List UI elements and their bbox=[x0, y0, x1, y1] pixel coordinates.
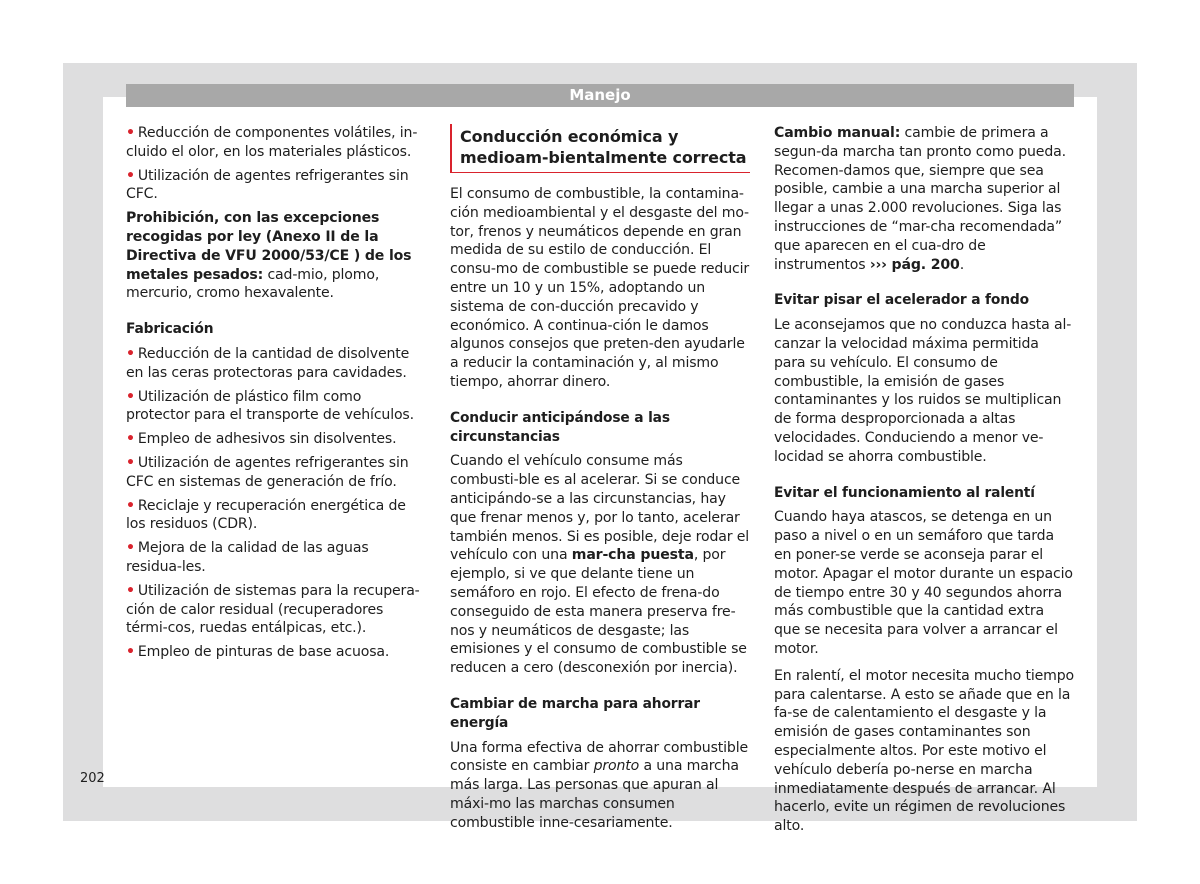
bullet-text: Utilización de plástico film como protector para el transporte de vehículos. bbox=[126, 388, 414, 424]
manual-text: cambie de primera a segun-da marcha tan pronto como pueda. Recomen-damos que, siempre que sea posible, cambie a una marcha superior al llegar a unas 2.000 revoluciones. Siga las instrucciones de “mar-cha recomendada” que aparecen en el cua-dro de instrumentos bbox=[774, 125, 1066, 273]
bullet-text: Empleo de adhesivos sin disolventes. bbox=[137, 431, 397, 448]
section-title: Conducción económica y medioam-bientalmente correcta bbox=[450, 124, 750, 173]
gear-heading: Cambiar de marcha para ahorrar energía bbox=[450, 695, 700, 731]
idle-heading: Evitar el funcionamiento al ralentí bbox=[774, 484, 1035, 501]
bullet-text: Utilización de agentes refrigerantes sin CFC. bbox=[126, 167, 409, 203]
bullet-dot-icon: • bbox=[126, 644, 135, 661]
manual-end: . bbox=[959, 256, 965, 273]
accel-paragraph: Le aconsejamos que no conduzca hasta al-canzar la velocidad máxima permitida para su vehículo. El consumo de combustible, la emisión de gases contaminantes y los ruidos se multiplican de forma desproporcionada a altas velocidades. Conduciendo a menor ve-locidad se ahorra combustible. bbox=[774, 317, 1072, 465]
column-left bbox=[126, 124, 426, 667]
anticipate-text-2: , por ejemplo, si ve que delante tiene un semáforo en rojo. El efecto de frena-do conseguido de esta manera preserva fre-nos y neumáticos de desgaste; las emisiones y el consumo de combustible se reducen a cero (desconexión por inercia). bbox=[450, 547, 747, 677]
bullet-dot-icon: • bbox=[126, 540, 135, 557]
prohibition-rest: cad-mio, plomo, mercurio, cromo hexavalente. bbox=[126, 266, 380, 302]
bullet-text: Reducción de la cantidad de disolvente en las ceras protectoras para cavidades. bbox=[126, 345, 410, 381]
bullet-text: Reducción de componentes volátiles, in-cluido el olor, en los materiales plásticos. bbox=[126, 125, 418, 160]
bullet-list-fabricacion bbox=[126, 345, 426, 662]
bullet-text: Utilización de agentes refrigerantes sin CFC en sistemas de generación de frío. bbox=[126, 454, 409, 490]
bullet-item bbox=[126, 454, 426, 492]
gear-text-2: a una marcha más larga. Las personas que apuran al máxi-mo las marchas consumen combustible inne-cesariamente. bbox=[450, 758, 739, 831]
bullet-item bbox=[126, 345, 426, 383]
bullet-text: Mejora de la calidad de las aguas residua-les. bbox=[126, 540, 369, 575]
anticipate-paragraph bbox=[450, 452, 750, 678]
gear-italic: pronto bbox=[593, 758, 640, 775]
column-middle bbox=[450, 124, 750, 838]
page-number: 202 bbox=[80, 771, 105, 786]
bullet-dot-icon: • bbox=[126, 125, 135, 141]
anticipate-heading: Conducir anticipándose a las circunstancias bbox=[450, 409, 670, 445]
bullet-dot-icon: • bbox=[126, 388, 135, 405]
bullet-item bbox=[126, 643, 426, 662]
manual-bold: Cambio manual: bbox=[774, 125, 901, 141]
anticipate-text-1: Cuando el vehículo consume más combusti-ble es al acelerar. Si se conduce anticipándo-se a las circunstancias, hay que frenar menos y, por lo tanto, acelerar también menos. Si es posible, deje rodar el vehículo con una bbox=[450, 453, 750, 564]
prohibition-bold: Prohibición, con las excepciones recogidas por ley (Anexo II de la Directiva de VFU 2000/53/CE ) de los metales pesados: bbox=[126, 210, 412, 283]
bullet-text: Empleo de pinturas de base acuosa. bbox=[137, 644, 390, 661]
bullet-item bbox=[126, 497, 426, 535]
page-reference-link[interactable]: ››› pág. 200 bbox=[869, 256, 960, 273]
bullet-item bbox=[126, 124, 426, 162]
manual-paragraph bbox=[774, 124, 1074, 274]
bullet-dot-icon: • bbox=[126, 345, 135, 362]
bullet-dot-icon: • bbox=[126, 454, 135, 471]
gear-text-1: Una forma efectiva de ahorrar combustible consiste en cambiar bbox=[450, 739, 748, 775]
idle-paragraph-1: Cuando haya atascos, se detenga en un paso a nivel o en un semáforo que tarda en poner-se verde se aconseja parar el motor. Apagar el motor durante un espacio de tiempo entre 30 y 40 segundos ahorra más combustible que la cantidad extra que se necesita para volver a arrancar el motor. bbox=[774, 509, 1073, 657]
anticipate-bold: mar-cha puesta bbox=[571, 547, 694, 564]
bullet-dot-icon: • bbox=[126, 167, 135, 184]
prohibition-paragraph bbox=[126, 209, 426, 303]
intro-paragraph: El consumo de combustible, la contamina-ción medioambiental y el desgaste del mo-tor, frenos y neumáticos depende en gran medida de su estilo de conducción. El consu-mo de combustible se puede reducir entre un 10 y un 15%, adoptando un sistema de con-ducción precavido y económico. A continua-ción le damos algunos consejos que preten-den ayudarle a reducir la contaminación y, al mismo tiempo, ahorrar dinero. bbox=[450, 186, 750, 390]
accel-heading: Evitar pisar el acelerador a fondo bbox=[774, 292, 1029, 309]
bullet-item bbox=[126, 539, 426, 577]
gear-paragraph bbox=[450, 739, 750, 833]
bullet-text: Utilización de sistemas para la recupera-ción de calor residual (recuperadores térmi-cos, ruedas entálpicas, etc.). bbox=[126, 582, 420, 637]
column-right bbox=[774, 124, 1074, 841]
bullet-list-top bbox=[126, 124, 426, 204]
bullet-item bbox=[126, 388, 426, 426]
fabricacion-heading: Fabricación bbox=[126, 321, 214, 338]
bullet-text: Reciclaje y recuperación energética de los residuos (CDR). bbox=[126, 497, 406, 533]
bullet-dot-icon: • bbox=[126, 431, 135, 448]
chapter-header: Manejo bbox=[126, 84, 1074, 107]
bullet-item bbox=[126, 582, 426, 638]
bullet-item bbox=[126, 167, 426, 205]
bullet-dot-icon: • bbox=[126, 497, 135, 514]
bullet-item bbox=[126, 430, 426, 449]
idle-paragraph-2: En ralentí, el motor necesita mucho tiempo para calentarse. A esto se añade que en la fa-se de calentamiento el desgaste y la emisión de gases contaminantes son especialmente altos. Por este motivo el vehículo debería po-nerse en marcha inmediatamente después de arrancar. Al hacerlo, evite un régimen de revoluciones alto. bbox=[774, 667, 1074, 835]
bullet-dot-icon: • bbox=[126, 582, 135, 599]
